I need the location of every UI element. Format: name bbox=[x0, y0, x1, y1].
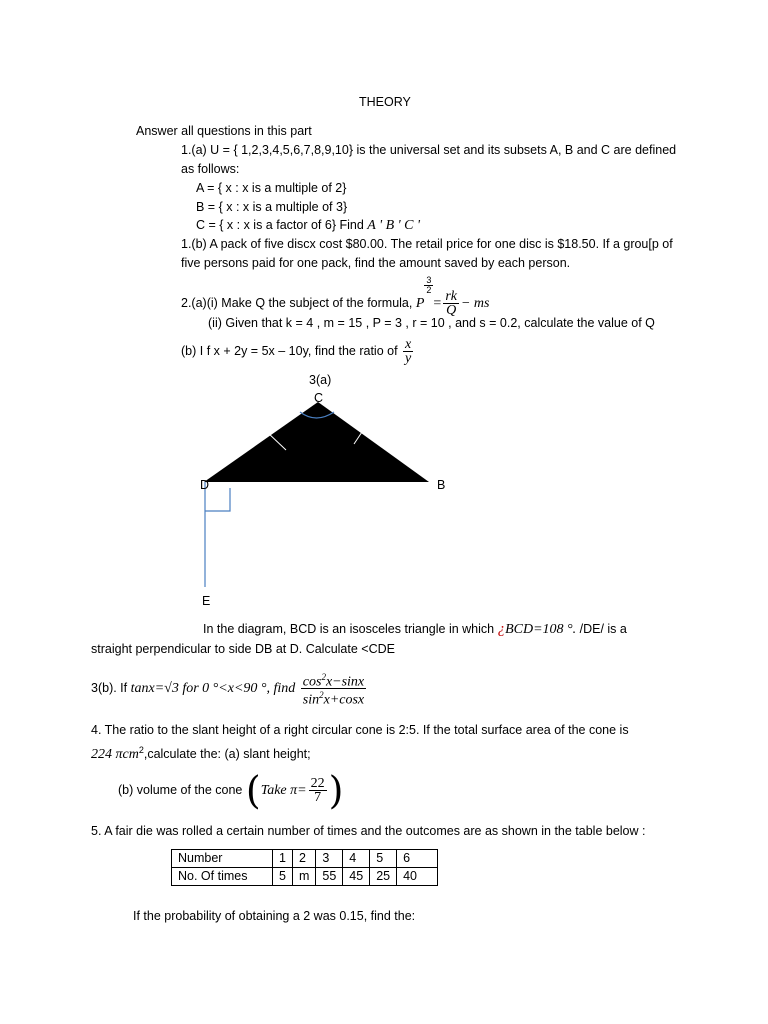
trig-fraction: $\frac{\cos^2x-\sin x}{\sin^2x+\cos x}$ bbox=[302, 671, 365, 708]
table-cell: 55 bbox=[316, 868, 343, 886]
table-cell: 1 bbox=[273, 850, 293, 868]
area-sup: 2 bbox=[138, 745, 144, 755]
table-cell: 5 bbox=[273, 868, 293, 886]
point-e: E bbox=[202, 594, 211, 608]
pi-fraction: $\frac{22}{7}$ bbox=[310, 776, 325, 806]
table-cell: Number bbox=[172, 850, 273, 868]
take-pi: Take π= bbox=[260, 783, 307, 798]
table-row bbox=[172, 868, 438, 886]
q3-desc bbox=[203, 621, 627, 638]
triangle-bcd bbox=[204, 402, 429, 482]
ratio-fraction: $\frac{x}{y}$ bbox=[405, 337, 412, 367]
point-c: C bbox=[314, 391, 324, 405]
formula-exponent: $\frac{3}{2}$ bbox=[426, 275, 432, 295]
table-cell: 6 bbox=[397, 850, 438, 868]
q1b-line2: five persons paid for one pack, find the amount saved by each person. bbox=[181, 256, 571, 270]
q1a-line2: as follows: bbox=[181, 162, 240, 176]
table-cell: 45 bbox=[343, 868, 370, 886]
q4b bbox=[118, 768, 343, 813]
table-cell: 4 bbox=[343, 850, 370, 868]
q3-desc-end: /DE/ is a bbox=[579, 622, 627, 636]
q1a-line1: 1.(a) U = { 1,2,3,4,5,6,7,8,9,10} is the universal set and its subsets A, B and C are defined bbox=[181, 143, 677, 157]
left-paren: ( bbox=[245, 768, 261, 813]
table-cell: m bbox=[292, 868, 315, 886]
table-cell: 25 bbox=[370, 868, 397, 886]
q3b-label: 3(b). If bbox=[91, 681, 128, 695]
q4-line2-rest: ,calculate the: (a) slant height; bbox=[143, 747, 311, 762]
formula-tail: − ms bbox=[460, 296, 490, 311]
q4-line1: 4. The ratio to the slant height of a right circular cone is 2:5. If the total surface area of the cone is bbox=[91, 723, 629, 737]
set-b: B = { x : x is a multiple of 3} bbox=[196, 200, 348, 214]
formula-p: P bbox=[415, 296, 425, 311]
q4-line2 bbox=[91, 742, 311, 763]
formula-eq: = bbox=[433, 296, 442, 311]
die-outcome-table bbox=[171, 849, 438, 886]
right-paren: ) bbox=[328, 768, 344, 813]
q4b-text: (b) volume of the cone bbox=[118, 783, 243, 797]
table-row bbox=[172, 850, 438, 868]
table-cell: 5 bbox=[370, 850, 397, 868]
find-expression: A ' B ' C ' bbox=[367, 218, 420, 233]
q1b-line1: 1.(b) A pack of five discx cost $80.00. The retail price for one disc is $18.50. If a grou[p of bbox=[181, 237, 673, 251]
q2b-text: (b) I f x + 2y = 5x – 10y, find the ratio of bbox=[181, 344, 398, 358]
q2ai-text: 2.(a)(i) Make Q the subject of the formula, bbox=[181, 296, 413, 310]
q3b bbox=[91, 670, 368, 707]
angle-expression: BCD=108 °. bbox=[505, 622, 577, 637]
q3-desc-start: In the diagram, BCD is an isosceles triangle in which bbox=[203, 622, 495, 636]
set-c-text: C = { x : x is a factor of 6} Find bbox=[196, 218, 364, 232]
page-title: THEORY bbox=[359, 95, 411, 109]
set-a: A = { x : x is a multiple of 2} bbox=[196, 181, 347, 195]
instruction: Answer all questions in this part bbox=[136, 124, 312, 138]
point-d: D bbox=[200, 478, 210, 492]
q3-desc-line2: straight perpendicular to side DB at D. Calculate <CDE bbox=[91, 642, 395, 656]
angle-symbol: ¿ bbox=[497, 621, 506, 637]
formula-fraction: $\frac{rk}{Q}$ bbox=[445, 289, 457, 319]
q5-line1: 5. A fair die was rolled a certain number of times and the outcomes are as shown in the table below : bbox=[91, 824, 646, 838]
q3b-condition: tanx=√3 for 0 °<x<90 °, find bbox=[130, 681, 296, 696]
q2aii: (ii) Given that k = 4 , m = 15 , P = 3 , r = 10 , and s = 0.2, calculate the value of Q bbox=[208, 316, 655, 330]
table-cell: 3 bbox=[316, 850, 343, 868]
table-cell: 2 bbox=[292, 850, 315, 868]
point-b: B bbox=[437, 478, 446, 492]
q5-prob: If the probability of obtaining a 2 was 0.15, find the: bbox=[133, 909, 416, 923]
table-cell: 40 bbox=[397, 868, 438, 886]
q3a-label: 3(a) bbox=[309, 373, 332, 387]
area-expression: 224 πcm bbox=[91, 747, 139, 763]
table-cell: No. Of times bbox=[172, 868, 273, 886]
